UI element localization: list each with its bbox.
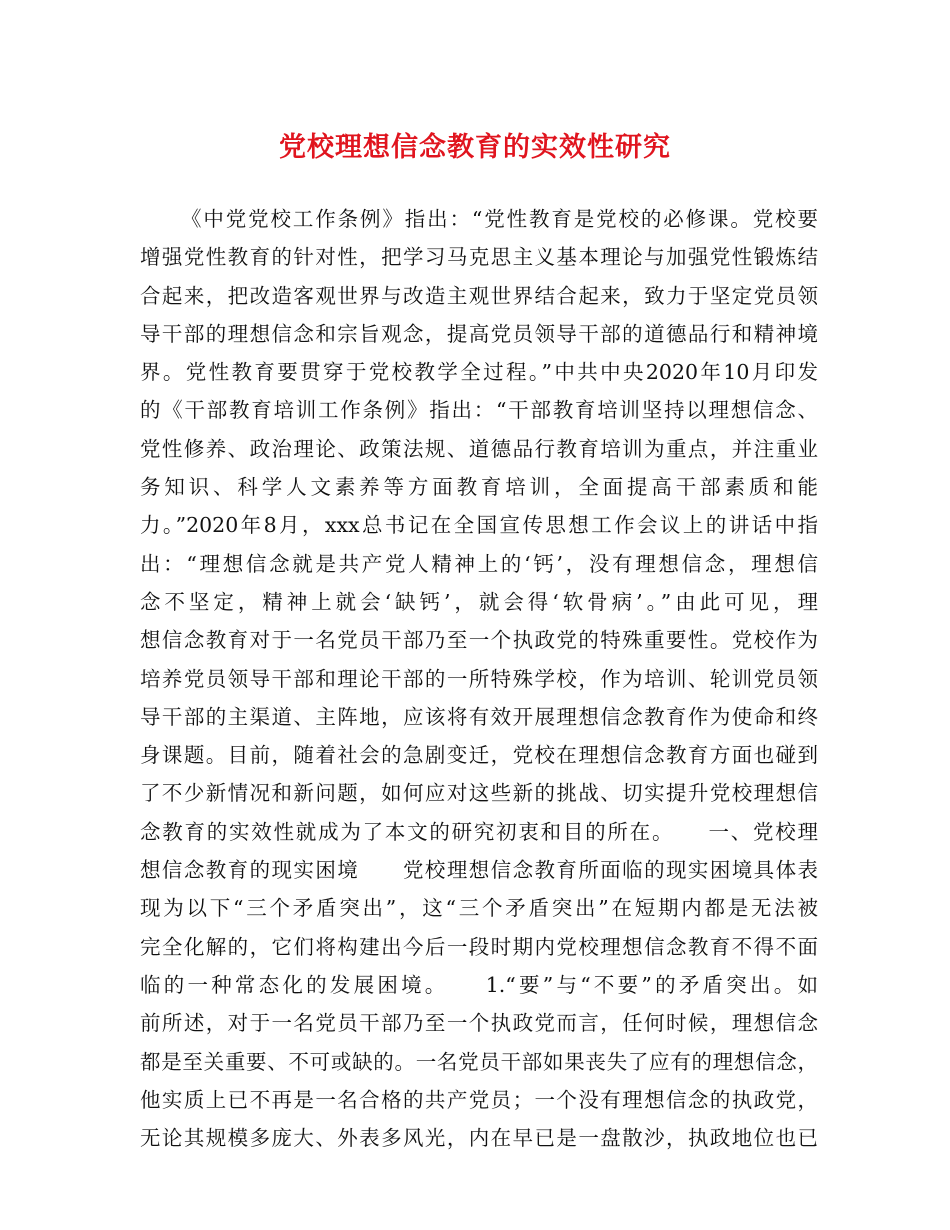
body-line: 他实质上已不再是一名合格的共产党员；一个没有理想信念的执政党，: [140, 1087, 818, 1112]
body-line: 前所述，对于一名党员干部乃至一个执政党而言，任何时候，理想信念: [140, 1011, 818, 1036]
body-line: 导干部的主渠道、主阵地，应该将有效开展理想信念教育作为使命和终: [140, 704, 818, 729]
body-line: 都是至关重要、不可或缺的。一名党员干部如果丧失了应有的理想信念，: [140, 1049, 818, 1074]
body-line: 念不坚定，精神上就会‘缺钙’，就会得‘软骨病’。”由此可见，理: [140, 589, 818, 614]
body-line: 念教育的实效性就成为了本文的研究初衷和目的所在。 一、党校理: [140, 819, 818, 844]
body-line: 想信念教育对于一名党员干部乃至一个执政党的特殊重要性。党校作为: [140, 628, 818, 653]
body-line: 的《干部教育培训工作条例》指出：“干部教育培训坚持以理想信念、: [140, 398, 818, 423]
body-line: 合起来，把改造客观世界与改造主观世界结合起来，致力于坚定党员领: [140, 283, 818, 308]
body-line: 培养党员领导干部和理论干部的一所特殊学校，作为培训、轮训党员领: [140, 666, 818, 691]
document-title: 党校理想信念教育的实效性研究: [279, 132, 671, 163]
body-line: 临的一种常态化的发展困境。 1.“要”与“不要”的矛盾突出。如: [140, 972, 818, 997]
body-line: 了不少新情况和新问题，如何应对这些新的挑战、切实提升党校理想信: [140, 781, 818, 806]
body-line: 务知识、科学人文素养等方面教育培训，全面提高干部素质和能: [140, 475, 818, 500]
body-line: 力。”2020年8月，xxx总书记在全国宣传思想工作会议上的讲话中指: [140, 513, 818, 538]
body-line: 现为以下“三个矛盾突出”，这“三个矛盾突出”在短期内都是无法被: [140, 896, 818, 921]
body-line: 无论其规模多庞大、外表多风光，内在早已是一盘散沙，执政地位也已: [140, 1126, 818, 1151]
body-line: 导干部的理想信念和宗旨观念，提高党员领导干部的道德品行和精神境: [140, 321, 818, 346]
body-line: 完全化解的，它们将构建出今后一段时期内党校理想信念教育不得不面: [140, 934, 818, 959]
body-line: 界。党性教育要贯穿于党校教学全过程。”中共中央2020年10月印发: [140, 360, 818, 385]
body-line: 党性修养、政治理论、政策法规、道德品行教育培训为重点，并注重业: [140, 436, 818, 461]
body-line: 增强党性教育的针对性，把学习马克思主义基本理论与加强党性锻炼结: [140, 245, 818, 270]
document-body: [140, 200, 818, 1157]
body-line: 《中党党校工作条例》指出：“党性教育是党校的必修课。党校要: [181, 207, 818, 231]
body-line: 出：“理想信念就是共产党人精神上的‘钙’，没有理想信念，理想信: [140, 551, 818, 576]
body-line: 身课题。目前，随着社会的急剧变迁，党校在理想信念教育方面也碰到: [140, 743, 818, 768]
body-line: 想信念教育的现实困境 党校理想信念教育所面临的现实困境具体表: [140, 858, 818, 883]
